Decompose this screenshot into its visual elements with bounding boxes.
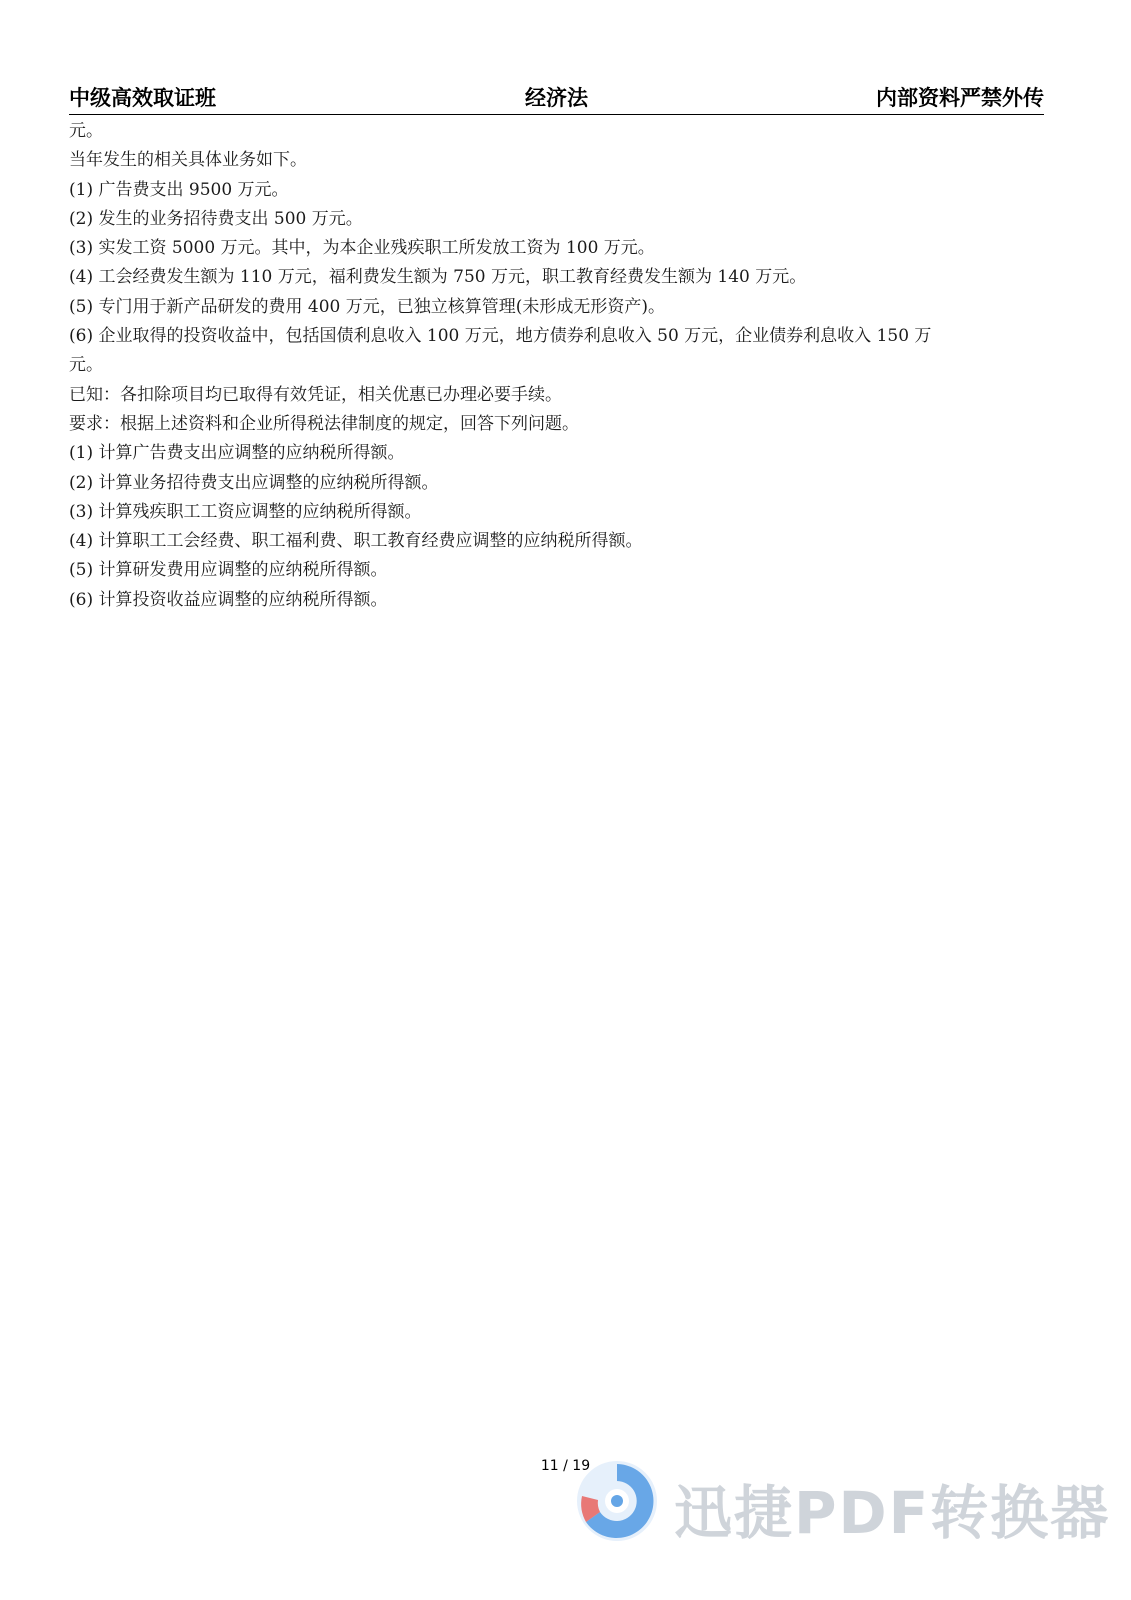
document-body <box>69 117 1044 615</box>
text-line: (5) 专门用于新产品研发的费用 400 万元，已独立核算管理(未形成无形资产)。 <box>69 296 666 317</box>
text-line: (4) 工会经费发生额为 110 万元，福利费发生额为 750 万元，职工教育经费发生额为 140 万元。 <box>69 267 807 288</box>
header-subject: 经济法 <box>525 86 588 110</box>
text-line: 已知：各扣除项目均已取得有效凭证，相关优惠已办理必要手续。 <box>69 384 562 405</box>
text-line: 元。 <box>69 355 103 376</box>
header-confidential-note: 内部资料严禁外传 <box>876 86 1044 110</box>
watermark <box>572 1456 1111 1556</box>
text-line: (1) 广告费支出 9500 万元。 <box>69 179 289 200</box>
text-line: (6) 计算投资收益应调整的应纳税所得额。 <box>69 589 388 610</box>
text-line: 当年发生的相关具体业务如下。 <box>69 150 307 171</box>
text-line: (3) 计算残疾职工工资应调整的应纳税所得额。 <box>69 501 422 522</box>
header-course-name: 中级高效取证班 <box>69 86 216 110</box>
watermark-text: 迅捷PDF转换器 <box>674 1479 1111 1547</box>
text-line: (2) 发生的业务招待费支出 500 万元。 <box>69 208 363 229</box>
text-line: (2) 计算业务招待费支出应调整的应纳税所得额。 <box>69 472 439 493</box>
text-line: 要求：根据上述资料和企业所得税法律制度的规定，回答下列问题。 <box>69 413 579 434</box>
xunjie-logo-icon <box>572 1456 662 1546</box>
text-line: (3) 实发工资 5000 万元。其中，为本企业残疾职工所发放工资为 100 万元。 <box>69 238 655 259</box>
text-line: 元。 <box>69 121 103 141</box>
text-line: (4) 计算职工工会经费、职工福利费、职工教育经费应调整的应纳税所得额。 <box>69 531 643 552</box>
page-header <box>69 80 1044 115</box>
text-line: (1) 计算广告费支出应调整的应纳税所得额。 <box>69 443 405 464</box>
text-line: (6) 企业取得的投资收益中，包括国债利息收入 100 万元，地方债券利息收入 50 万元，企业债券利息收入 150 万 <box>69 326 932 347</box>
text-line: (5) 计算研发费用应调整的应纳税所得额。 <box>69 560 388 581</box>
page-number: 11 / 19 <box>540 1458 591 1474</box>
